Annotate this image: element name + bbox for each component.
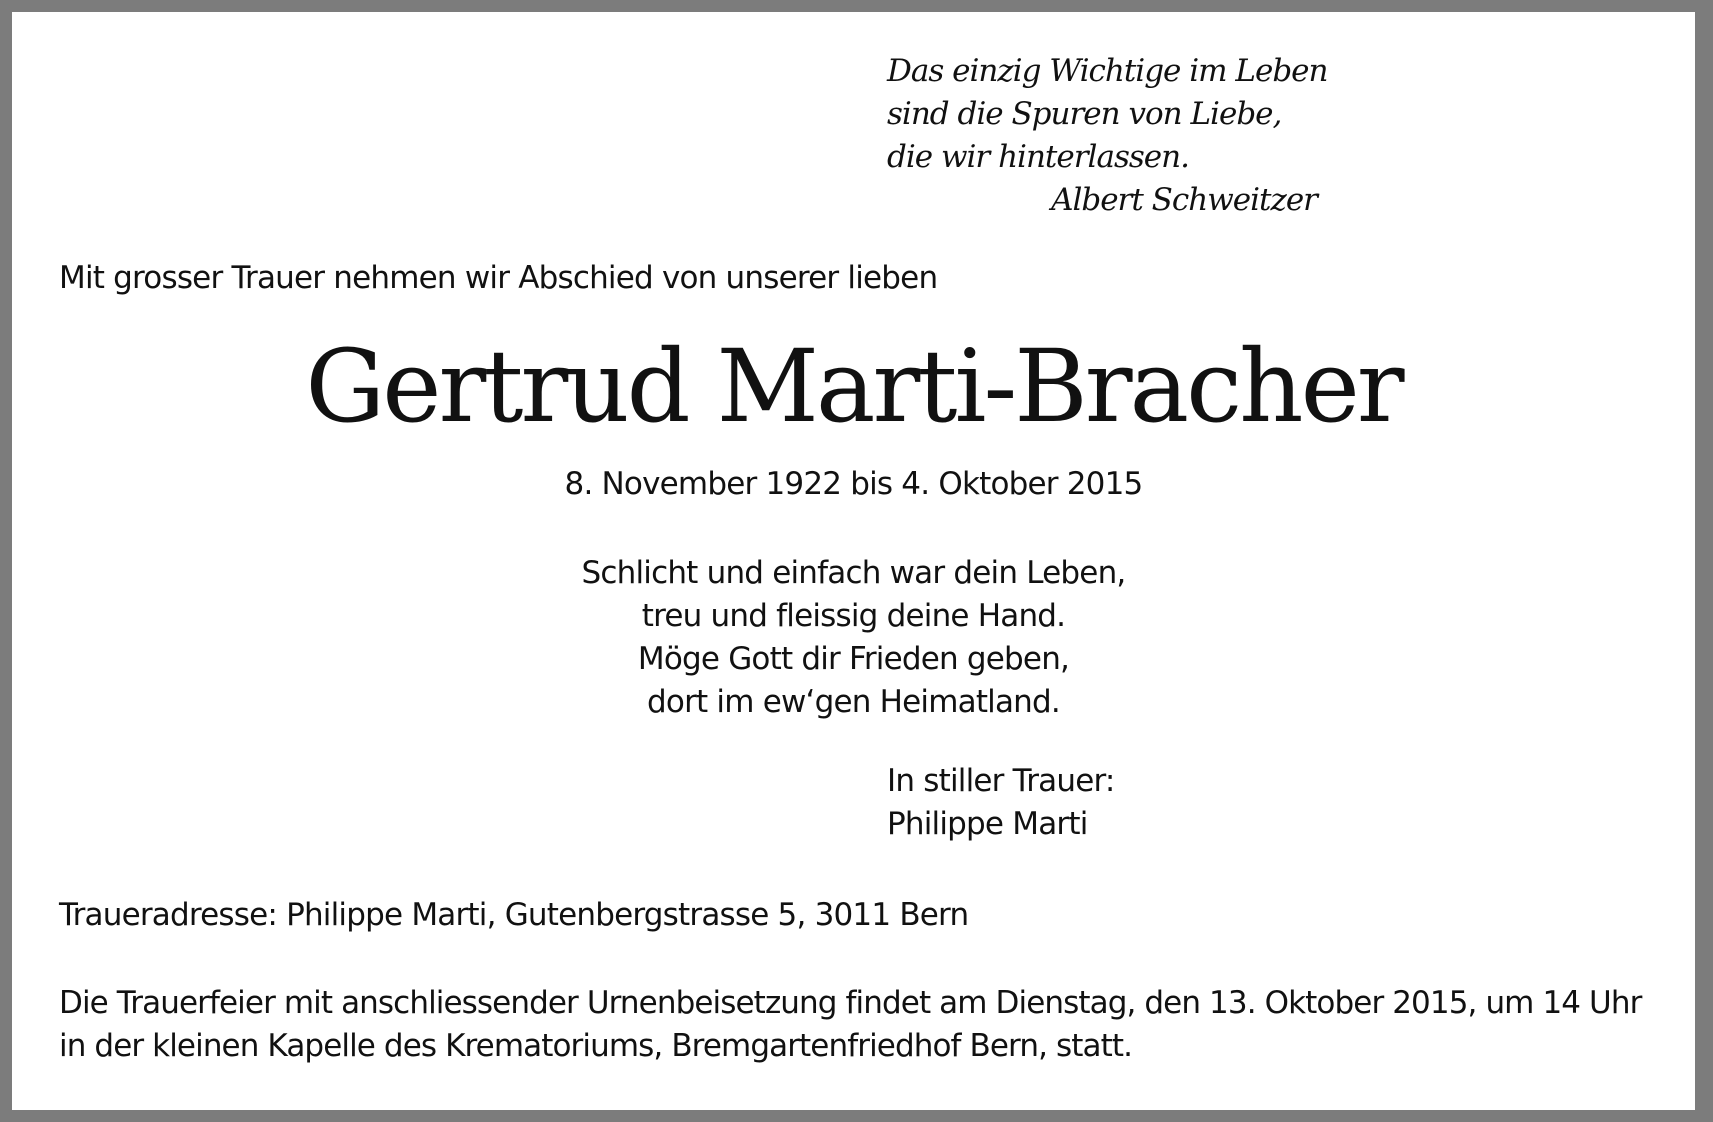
epigraph-line: sind die Spuren von Liebe, xyxy=(887,96,1282,132)
mourner-name: Philippe Marti xyxy=(887,806,1088,842)
epigraph-quote xyxy=(887,50,1328,222)
ceremony-info xyxy=(59,982,1679,1068)
ceremony-line: Die Trauerfeier mit anschliessender Urnenbeisetzung findet am Dienstag, den 13. Oktober 2015, um 14 Uhr xyxy=(59,985,1642,1021)
mourning-address: Traueradresse: Philippe Marti, Gutenbergstrasse 5, 3011 Bern xyxy=(59,897,969,933)
intro-text: Mit grosser Trauer nehmen wir Abschied von unserer lieben xyxy=(59,260,938,296)
epigraph-line: die wir hinterlassen. xyxy=(887,139,1189,175)
deceased-name: Gertrud Marti-Bracher xyxy=(305,328,1402,445)
life-dates: 8. November 1922 bis 4. Oktober 2015 xyxy=(564,466,1143,502)
ceremony-line: in der kleinen Kapelle des Krematoriums, Bremgartenfriedhof Bern, statt. xyxy=(59,1028,1133,1064)
verse-line: dort im ew‘gen Heimatland. xyxy=(647,684,1060,720)
memorial-verse xyxy=(12,552,1695,724)
mourners-heading: In stiller Trauer: xyxy=(887,763,1115,799)
mourners-block xyxy=(887,760,1115,846)
epigraph-line: Das einzig Wichtige im Leben xyxy=(887,53,1328,89)
verse-line: Möge Gott dir Frieden geben, xyxy=(637,641,1070,677)
obituary-notice xyxy=(12,12,1695,1110)
verse-line: treu und fleissig deine Hand. xyxy=(641,598,1066,634)
epigraph-author: Albert Schweitzer xyxy=(1051,182,1317,218)
verse-line: Schlicht und einfach war dein Leben, xyxy=(581,555,1126,591)
